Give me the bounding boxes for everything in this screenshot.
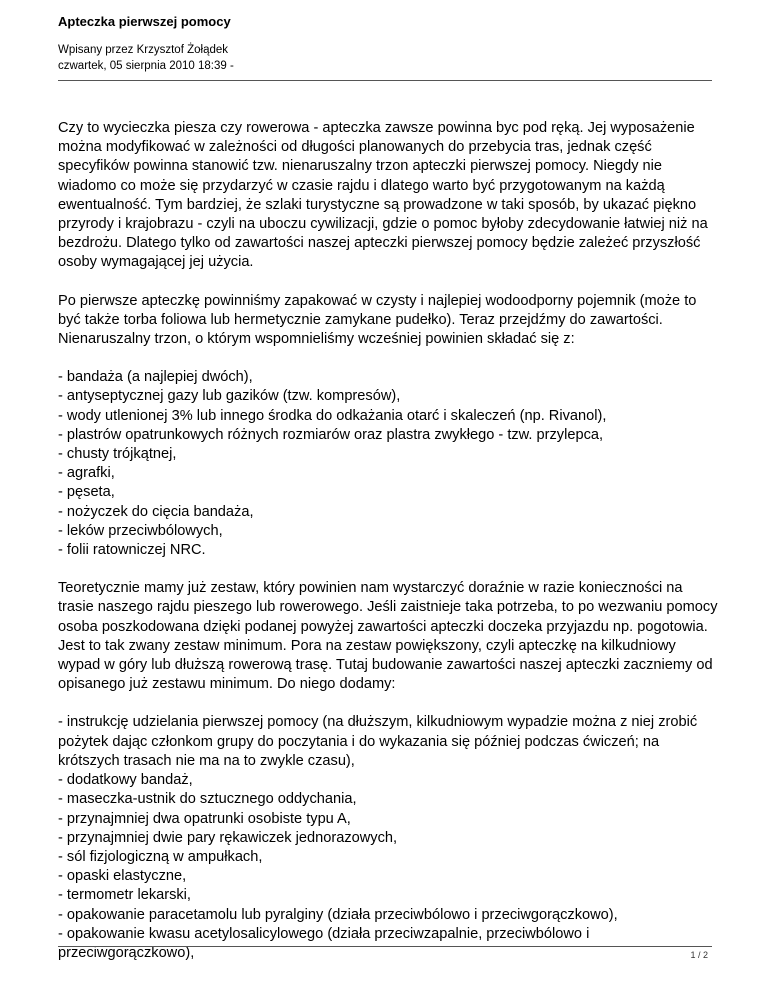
page-number: 1 / 2	[690, 950, 708, 960]
page-header	[58, 14, 712, 74]
date-line: czwartek, 05 sierpnia 2010 18:39 -	[58, 60, 234, 72]
paragraph-intro: Czy to wycieczka piesza czy rowerowa - apteczka zawsze powinna byc pod ręką. Jej wyposażenie można modyfikować w zależności od długości planowanych do przebycia tras, jednak część specyfików powinna stanowić tzw. nienaruszalny trzon apteczki pierwszej pomocy. Niegdy nie wiadomo co może się przydarzyć w czasie rajdu i dlatego warto być przygotowanym na każdą ewentualność. Tym bardziej, że szlaki turystyczne są prowadzone w taki sposób, by ukazać piękno przyrody i krajobrazu - czyli na uboczu cywilizacji, gdzie o pomoc byłoby zdecydowanie łatwiej niż na bezdrożu. Dlatego tylko od zawartości naszej apteczki pierwszej pomocy będzie zależeć przyszłość osoby wymagającej jej użycia.	[58, 120, 708, 271]
list-item: - pęseta,	[58, 484, 115, 501]
list-item: - leków przeciwbólowych,	[58, 522, 223, 539]
list-item: - przynajmniej dwa opatrunki osobiste typu A,	[58, 810, 351, 827]
list-item: - plastrów opatrunkowych różnych rozmiarów oraz plastra zwykłego - tzw. przylepca,	[58, 426, 604, 443]
list-item: - opakowanie kwasu acetylosalicylowego (działa przeciwzapalnie, przeciwbólowo i przeciwgorączkowo),	[58, 925, 590, 961]
list-item: - antyseptycznej gazy lub gazików (tzw. kompresów),	[58, 388, 401, 405]
header-divider	[58, 80, 712, 81]
list-item: - opakowanie paracetamolu lub pyralginy (działa przeciwbólowo i przeciwgorączkowo),	[58, 906, 618, 923]
list-item: - instrukcję udzielania pierwszej pomocy (na dłuższym, kilkudniowym wypadzie można z niej zrobić pożytek dając członkom grupy do poczytania i do wykazania się później podczas ćwiczeń; na krótszych trasach nie ma na to zwykle czasu),	[58, 714, 698, 769]
extended-kit-list	[58, 713, 718, 963]
list-item: - chusty trójkątnej,	[58, 446, 177, 463]
list-item: - dodatkowy bandaż,	[58, 772, 193, 789]
list-item: - maseczka-ustnik do sztucznego oddychania,	[58, 791, 357, 808]
list-item: - agrafki,	[58, 465, 115, 482]
author-line: Wpisany przez Krzysztof Żołądek	[58, 44, 229, 56]
list-item: - bandaża (a najlepiej dwóch),	[58, 369, 253, 386]
list-item: - opaski elastyczne,	[58, 868, 187, 885]
article-body	[58, 119, 718, 982]
list-item: - sól fizjologiczną w ampułkach,	[58, 848, 263, 865]
list-item: - folii ratowniczej NRC.	[58, 542, 206, 559]
list-item: - nożyczek do cięcia bandaża,	[58, 503, 254, 520]
footer-divider	[58, 946, 712, 947]
list-item: - wody utlenionej 3% lub innego środka do odkażania otarć i skaleczeń (np. Rivanol),	[58, 407, 607, 424]
article-meta	[58, 42, 712, 74]
page-title: Apteczka pierwszej pomocy	[58, 14, 231, 29]
paragraph-extended: Teoretycznie mamy już zestaw, który powinien nam wystarczyć doraźnie w razie konieczności na trasie naszego rajdu pieszego lub rowerowego. Jeśli zaistnieje taka potrzeba, to po wezwaniu pomocy osoba poszkodowana dzięki podanej powyżej zawartości apteczki doczeka przyjazdu np. pogotowia. Jest to tak zwany zestaw minimum. Pora na zestaw powiększony, czyli apteczkę na kilkudniowy wypad w góry lub dłuższą rowerową trasę. Tutaj budowanie zawartości naszej apteczki zaczniemy od opisanego już zestawu minimum. Do niego dodamy:	[58, 580, 718, 693]
basic-kit-list	[58, 368, 718, 560]
list-item: - termometr lekarski,	[58, 887, 191, 904]
paragraph-container: Po pierwsze apteczkę powinniśmy zapakować w czysty i najlepiej wodoodporny pojemnik (może to być także torba foliowa lub hermetycznie zamykane pudełko). Teraz przejdźmy do zawartości. Nienaruszalny trzon, o którym wspomnieliśmy wcześniej powinien składać się z:	[58, 292, 697, 348]
list-item: - przynajmniej dwie pary rękawiczek jednorazowych,	[58, 829, 398, 846]
